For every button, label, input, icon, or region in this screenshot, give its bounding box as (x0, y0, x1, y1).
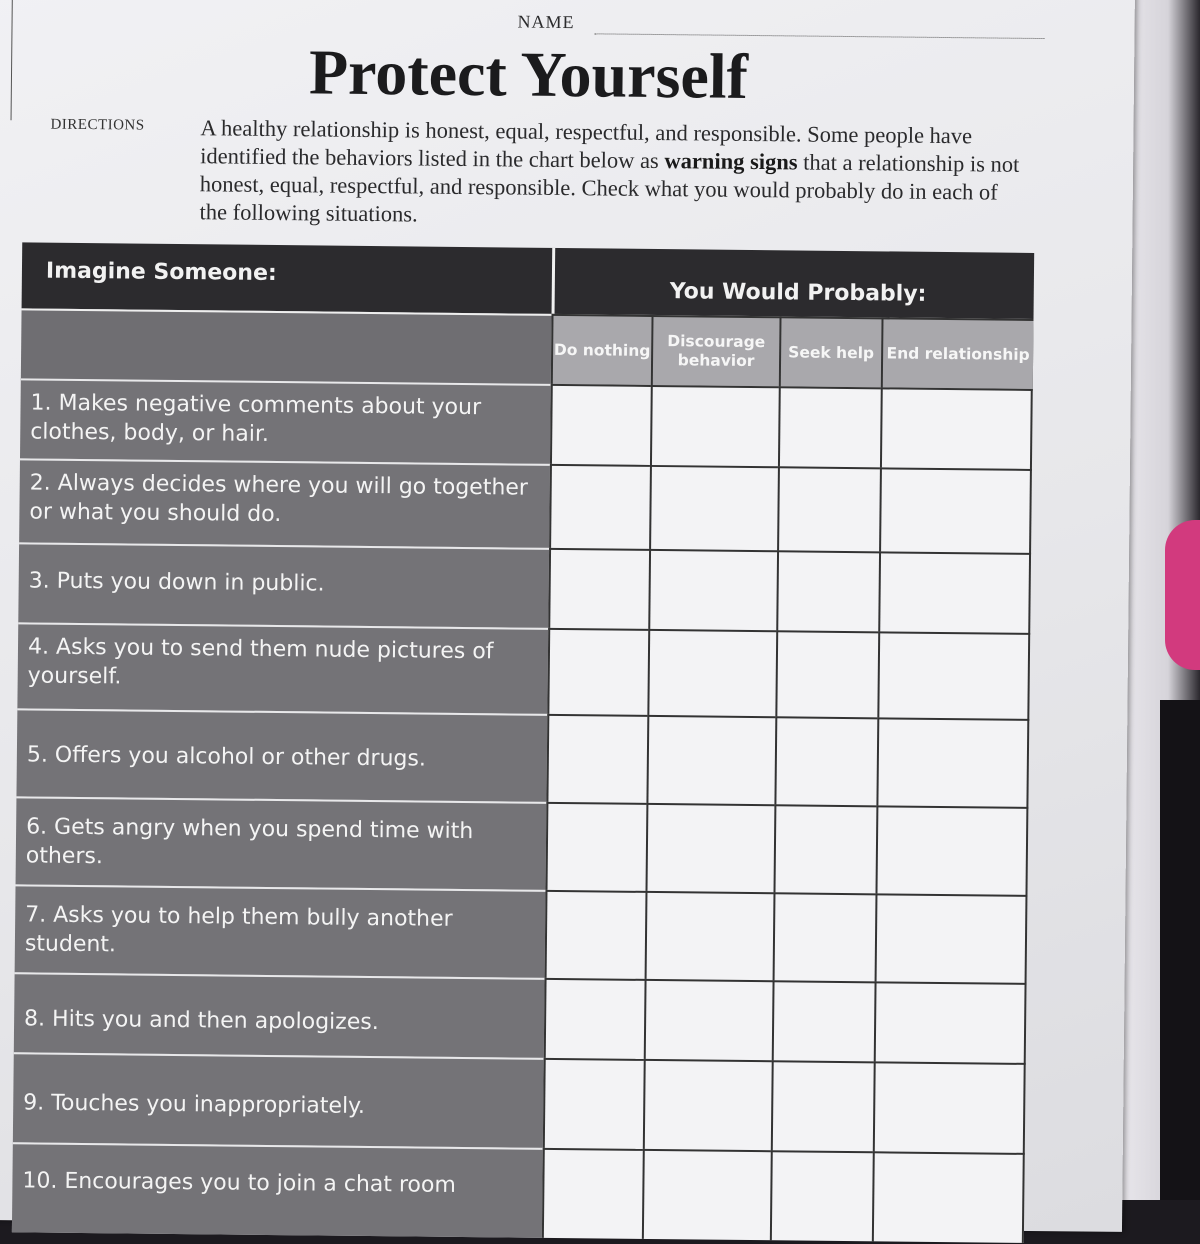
checkbox-cell-seek-help[interactable] (775, 630, 878, 717)
checkbox-cell-do-nothing[interactable] (545, 890, 646, 979)
checkbox-cell-discourage-behavior[interactable] (642, 1149, 771, 1240)
column-header-end-relationship: End relationship (881, 317, 1034, 389)
checkbox-cell-discourage-behavior[interactable] (643, 1059, 772, 1150)
name-field[interactable] (594, 32, 1044, 39)
checkbox-cell-seek-help[interactable] (772, 980, 875, 1061)
checkbox-cell-end-relationship[interactable] (876, 717, 1029, 807)
header-imagine-someone: Imagine Someone: (45, 258, 277, 287)
situation-text: 5. Offers you alcohol or other drugs. (26, 742, 427, 772)
checkbox-cell-seek-help[interactable] (776, 550, 879, 631)
checkbox-cell-discourage-behavior[interactable] (649, 465, 778, 550)
checkbox-cell-discourage-behavior[interactable] (644, 979, 773, 1060)
checkbox-cell-end-relationship[interactable] (875, 805, 1028, 895)
checkbox-cell-discourage-behavior[interactable] (650, 385, 779, 466)
table-row-situation (13, 1052, 544, 1148)
checkbox-cell-discourage-behavior[interactable] (648, 549, 777, 630)
header-you-would-probably: You Would Probably: (669, 279, 927, 307)
checkbox-cell-seek-help[interactable] (778, 386, 881, 467)
checkbox-cell-do-nothing[interactable] (550, 384, 651, 465)
page-title: Protect Yourself (308, 36, 749, 112)
checkbox-cell-end-relationship[interactable] (874, 981, 1027, 1063)
checkbox-cell-do-nothing[interactable] (546, 714, 647, 803)
table-row-situation (15, 884, 546, 978)
situation-text: 6. Gets angry when you spend time with others. (25, 814, 474, 870)
table-row-situation (16, 796, 547, 890)
checkbox-cell-discourage-behavior[interactable] (647, 629, 776, 716)
checkbox-cell-end-relationship[interactable] (873, 1061, 1026, 1153)
checkbox-cell-do-nothing[interactable] (546, 802, 647, 891)
column-header-seek-help: Seek help (779, 316, 882, 387)
directions-text: A healthy relationship is honest, equal, respectful, and responsible. Some people have identified the behaviors listed in the chart below as warning signs that a relationship is not honest, equal, respectful, and responsible. Check what you would probably do in each of the following situations. (199, 115, 1020, 227)
column-header-do-nothing: Do nothing (551, 314, 652, 385)
checkbox-cell-seek-help[interactable] (777, 466, 880, 551)
checkbox-cell-end-relationship[interactable] (877, 631, 1030, 719)
checkbox-cell-do-nothing[interactable] (544, 978, 645, 1059)
situation-text: 3. Puts you down in public. (28, 568, 325, 597)
background-dark (1160, 700, 1200, 1200)
checkbox-cell-end-relationship[interactable] (872, 1151, 1025, 1243)
checkbox-cell-seek-help[interactable] (773, 804, 876, 893)
subheader-blank (21, 308, 552, 386)
checkbox-cell-do-nothing[interactable] (547, 628, 648, 715)
situations-table (12, 242, 1034, 1243)
checkbox-cell-do-nothing[interactable] (542, 1148, 643, 1239)
checkbox-cell-discourage-behavior[interactable] (645, 891, 774, 980)
situation-text: 1. Makes negative comments about your clothes, body, or hair. (30, 390, 482, 447)
table-row-situation (17, 622, 548, 714)
checkbox-cell-do-nothing[interactable] (543, 1058, 644, 1149)
checkbox-cell-seek-help[interactable] (773, 892, 876, 981)
table-row-situation (16, 708, 547, 802)
checkbox-cell-end-relationship[interactable] (878, 551, 1031, 633)
background-fabric (1165, 520, 1200, 670)
directions-label: DIRECTIONS (50, 116, 145, 134)
margin-line (11, 0, 13, 120)
checkbox-cell-end-relationship[interactable] (880, 387, 1033, 469)
situation-text: 4. Asks you to send them nude pictures of yourself. (27, 634, 494, 690)
column-header-discourage-behavior: Discourage behavior (651, 315, 780, 386)
checkbox-cell-seek-help[interactable] (774, 716, 877, 805)
checkbox-cell-end-relationship[interactable] (875, 893, 1028, 983)
checkbox-cell-seek-help[interactable] (770, 1150, 873, 1241)
checkbox-cell-discourage-behavior[interactable] (646, 715, 775, 804)
checkbox-cell-do-nothing[interactable] (548, 548, 649, 629)
checkbox-cell-seek-help[interactable] (771, 1060, 874, 1151)
table-row-situation (18, 542, 549, 628)
table-row-situation (20, 378, 551, 464)
table-row-situation (19, 458, 550, 548)
table-row-situation (14, 972, 545, 1058)
situation-text: 10. Encourages you to join a chat room (22, 1168, 456, 1198)
table-row-situation (12, 1142, 543, 1238)
situation-text: 2. Always decides where you will go together or what you should do. (29, 470, 529, 528)
situation-text: 9. Touches you inappropriately. (23, 1090, 366, 1119)
checkbox-cell-end-relationship[interactable] (879, 467, 1032, 553)
directions-bold: warning signs (664, 148, 798, 175)
situation-text: 7. Asks you to help them bully another student. (24, 902, 453, 958)
name-label: NAME (517, 11, 575, 33)
situation-text: 8. Hits you and then apologizes. (23, 1006, 379, 1036)
checkbox-cell-discourage-behavior[interactable] (645, 803, 774, 892)
checkbox-cell-do-nothing[interactable] (549, 464, 650, 549)
